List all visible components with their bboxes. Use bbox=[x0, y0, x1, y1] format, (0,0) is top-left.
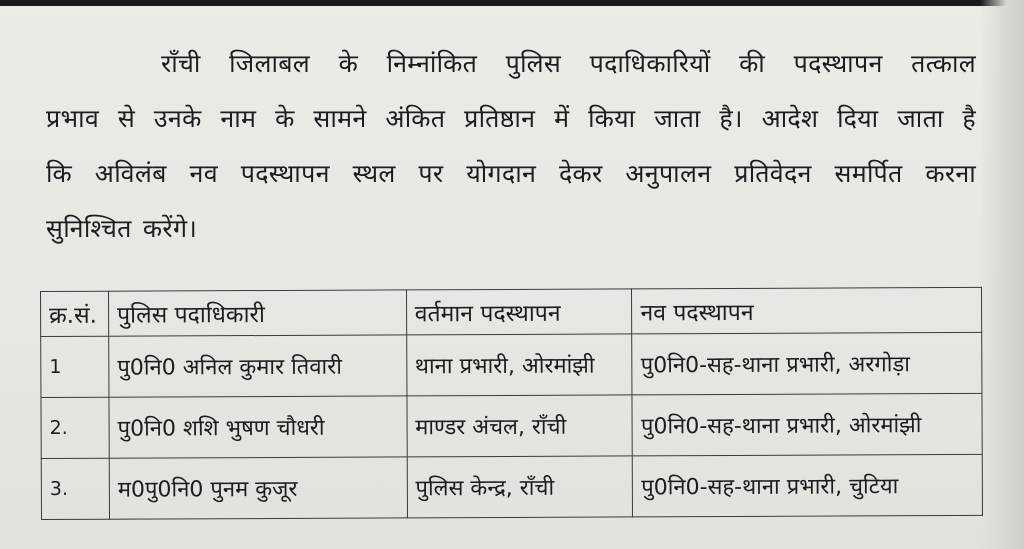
new-posting: पु0नि0-सह-थाना प्रभारी, अरगोड़ा bbox=[632, 332, 982, 395]
new-posting: पु0नि0-सह-थाना प्रभारी, चुटिया bbox=[633, 454, 983, 517]
paragraph-line-1 bbox=[46, 36, 976, 91]
header-serial-no: क्र.सं. bbox=[41, 291, 109, 336]
new-posting: पु0नि0-सह-थाना प्रभारी, ओरमांझी bbox=[632, 393, 982, 456]
paragraph-line-1-text: राँची जिलाबल के निम्नांकित पुलिस पदाधिकारियों की पदस्थापन तत्काल bbox=[161, 49, 976, 78]
officer-name: पु0नि0 अनिल कुमार तिवारी bbox=[109, 335, 407, 397]
current-posting: माण्डर अंचल, राँची bbox=[407, 395, 633, 457]
order-paragraph bbox=[46, 36, 976, 256]
scan-edge-right bbox=[980, 0, 1024, 549]
officer-name: पु0नि0 शशि भुषण चौधरी bbox=[109, 396, 407, 458]
serial-number: 1 bbox=[41, 336, 109, 397]
paragraph-line-4: सुनिश्चित करेंगे। bbox=[46, 214, 198, 243]
paragraph-line-3: कि अविलंब नव पदस्थापन स्थल पर योगदान देकर अनुपालन प्रतिवेदन समर्पित करना bbox=[46, 159, 976, 188]
officer-name: म0पु0नि0 पुनम कुजूर bbox=[109, 457, 407, 519]
postings-table bbox=[40, 287, 983, 520]
table-row bbox=[41, 454, 982, 519]
header-police-officer: पुलिस पदाधिकारी bbox=[108, 290, 406, 336]
table-header-row bbox=[41, 287, 982, 336]
table-row bbox=[41, 393, 982, 458]
serial-number: 2. bbox=[41, 397, 109, 458]
table-row bbox=[41, 332, 982, 397]
current-posting: पुलिस केन्द्र, राँची bbox=[407, 456, 633, 518]
current-posting: थाना प्रभारी, ओरमांझी bbox=[406, 334, 632, 396]
header-current-posting: वर्तमान पदस्थापन bbox=[406, 289, 632, 335]
header-new-posting: नव पदस्थापन bbox=[632, 287, 982, 334]
paragraph-line-2: प्रभाव से उनके नाम के सामने अंकित प्रतिष्ठान में किया जाता है। आदेश दिया जाता है bbox=[46, 104, 976, 133]
serial-number: 3. bbox=[41, 458, 109, 519]
scan-edge-top bbox=[0, 0, 1024, 6]
